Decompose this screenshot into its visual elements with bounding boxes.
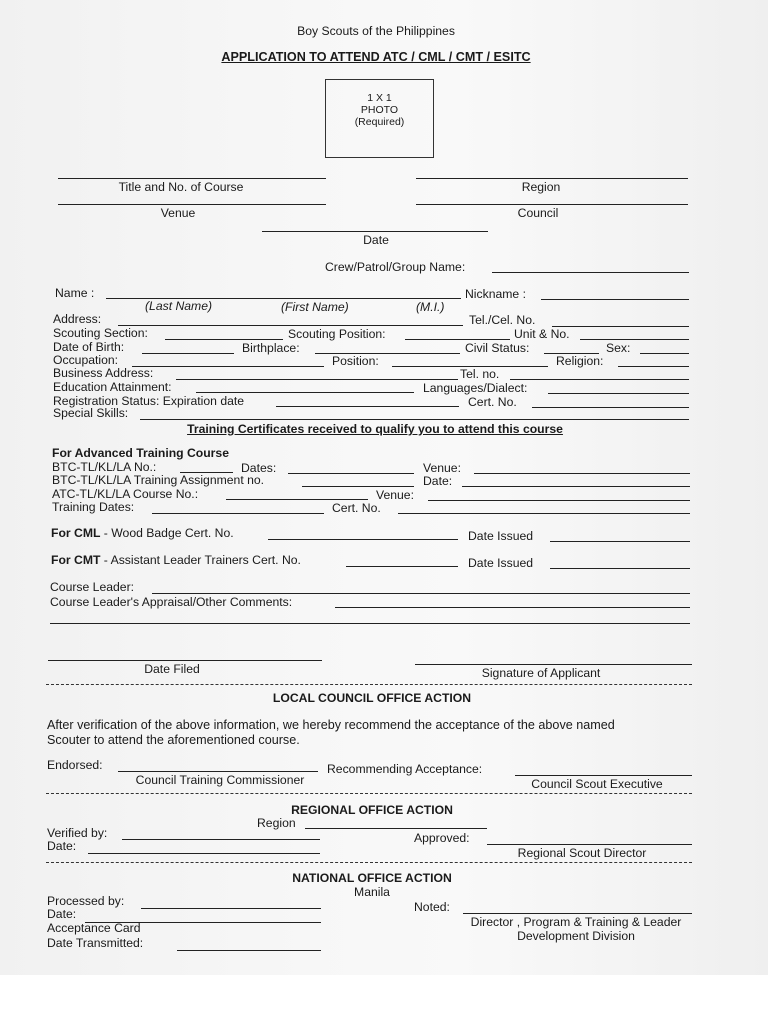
assignment-date-line[interactable] xyxy=(462,486,690,487)
scouting-section-label: Scouting Section: xyxy=(53,326,148,340)
org-name: Boy Scouts of the Philippines xyxy=(297,24,455,38)
cml-date-issued-line[interactable] xyxy=(550,541,690,542)
special-skills-label: Special Skills: xyxy=(53,406,129,420)
cmt-label xyxy=(51,553,301,567)
business-address-label: Business Address: xyxy=(53,366,154,380)
registration-label: Registration Status: Expiration date xyxy=(53,394,245,408)
date-label: Date xyxy=(363,233,389,247)
photo-label-photo: PHOTO xyxy=(360,104,399,116)
dates-label: Dates: xyxy=(241,461,277,475)
tel-cel-label: Tel./Cel. No. xyxy=(469,313,536,327)
cml-bold: For CML xyxy=(51,526,101,540)
nickname-label: Nickname : xyxy=(465,287,526,301)
divider-local xyxy=(46,684,692,685)
development-division: Development Division xyxy=(517,929,635,943)
processed-by-line[interactable] xyxy=(141,908,321,909)
regional-date-line[interactable] xyxy=(88,853,320,854)
date-filed-label: Date Filed xyxy=(144,662,200,676)
unit-no-line[interactable] xyxy=(580,339,689,340)
manila-label: Manila xyxy=(354,885,390,899)
divider-national xyxy=(46,862,692,863)
education-label: Education Attainment: xyxy=(53,380,172,394)
regional-date-label: Date: xyxy=(47,839,77,853)
training-dates-line[interactable] xyxy=(152,513,324,514)
sex-label: Sex: xyxy=(606,341,631,355)
position-label: Position: xyxy=(332,354,379,368)
cmt-line[interactable] xyxy=(346,566,458,567)
council-training-commissioner: Council Training Commissioner xyxy=(135,773,305,787)
registration-line[interactable] xyxy=(276,406,459,407)
occupation-label: Occupation: xyxy=(53,353,119,367)
signature-line[interactable] xyxy=(415,664,692,665)
venue-line[interactable] xyxy=(58,204,326,205)
processed-by-label: Processed by: xyxy=(47,894,125,908)
cmt-date-issued-line[interactable] xyxy=(550,568,690,569)
appraisal-line[interactable] xyxy=(335,607,690,608)
verified-by-label: Verified by: xyxy=(47,826,108,840)
training-cert-no-line[interactable] xyxy=(398,513,690,514)
endorsed-line[interactable] xyxy=(118,771,318,772)
birthplace-label: Birthplace: xyxy=(242,341,300,355)
btc-assignment-line[interactable] xyxy=(302,486,414,487)
last-name-hint: (Last Name) xyxy=(145,299,213,313)
scouting-position-label: Scouting Position: xyxy=(288,327,386,341)
cml-line[interactable] xyxy=(268,539,458,540)
national-heading: NATIONAL OFFICE ACTION xyxy=(292,871,452,885)
recommending-line[interactable] xyxy=(515,775,692,776)
venue-adv-label: Venue: xyxy=(423,461,461,475)
title-course-label: Title and No. of Course xyxy=(118,180,244,194)
national-date-label: Date: xyxy=(47,907,77,921)
date-transmitted-line[interactable] xyxy=(177,950,321,951)
cert-no-label: Cert. No. xyxy=(468,395,517,409)
civil-status-label: Civil Status: xyxy=(465,341,530,355)
local-paragraph-2: Scouter to attend the aforementioned course. xyxy=(47,733,300,747)
date-line[interactable] xyxy=(262,231,488,232)
director-program-training: Director , Program & Training & Leader xyxy=(470,915,682,929)
cert-no-line[interactable] xyxy=(532,407,689,408)
atc-no-line[interactable] xyxy=(226,499,368,500)
cmt-date-issued-label: Date Issued xyxy=(468,556,534,570)
signature-label: Signature of Applicant xyxy=(481,666,601,680)
occupation-line[interactable] xyxy=(132,366,324,367)
cml-text: - Wood Badge Cert. No. xyxy=(100,526,234,540)
btc-assignment-label: BTC-TL/KL/LA Training Assignment no. xyxy=(52,473,265,487)
cmt-text: - Assistant Leader Trainers Cert. No. xyxy=(100,553,301,567)
photo-label-size: 1 X 1 xyxy=(367,92,392,104)
languages-line[interactable] xyxy=(548,393,689,394)
crew-line[interactable] xyxy=(492,272,689,273)
education-line[interactable] xyxy=(196,392,414,393)
endorsed-label: Endorsed: xyxy=(47,758,103,772)
dob-line[interactable] xyxy=(142,353,234,354)
advanced-heading: For Advanced Training Course xyxy=(52,446,229,460)
noted-label: Noted: xyxy=(414,900,450,914)
approved-line[interactable] xyxy=(487,844,692,845)
languages-label: Languages/Dialect: xyxy=(423,381,528,395)
assignment-date-label: Date: xyxy=(423,474,453,488)
sex-line[interactable] xyxy=(640,353,689,354)
address-line[interactable] xyxy=(118,325,463,326)
local-heading: LOCAL COUNCIL OFFICE ACTION xyxy=(272,691,472,705)
title-course-line[interactable] xyxy=(58,178,326,179)
tel-no-line[interactable] xyxy=(510,379,689,380)
comments-line[interactable] xyxy=(50,623,690,624)
local-paragraph-1: After verification of the above information, we hereby recommend the acceptance of the above named xyxy=(47,718,615,732)
approved-label: Approved: xyxy=(414,831,470,845)
course-leader-line[interactable] xyxy=(152,593,690,594)
regional-heading: REGIONAL OFFICE ACTION xyxy=(291,803,453,817)
crew-label: Crew/Patrol/Group Name: xyxy=(325,260,466,274)
form-title: APPLICATION TO ATTEND ATC / CML / CMT / ESITC xyxy=(221,50,531,64)
date-transmitted-label: Date Transmitted: xyxy=(47,936,144,950)
regional-region-label: Region xyxy=(257,816,296,830)
atc-venue-label: Venue: xyxy=(376,488,414,502)
religion-line[interactable] xyxy=(618,366,689,367)
dob-label: Date of Birth: xyxy=(53,340,125,354)
council-scout-executive: Council Scout Executive xyxy=(531,777,663,791)
cmt-bold: For CMT xyxy=(51,553,101,567)
business-address-line[interactable] xyxy=(176,379,458,380)
verified-by-line[interactable] xyxy=(122,839,320,840)
training-cert-no-label: Cert. No. xyxy=(332,501,381,515)
acceptance-card-label: Acceptance Card xyxy=(47,921,141,935)
unit-no-label: Unit & No. xyxy=(514,327,570,341)
scouting-section-line[interactable] xyxy=(165,339,283,340)
date-filed-line[interactable] xyxy=(48,660,322,661)
venue-adv-line[interactable] xyxy=(474,473,690,474)
address-label: Address: xyxy=(53,312,102,326)
training-heading: Training Certificates received to qualify you to attend this course xyxy=(187,422,563,436)
first-name-hint: (First Name) xyxy=(281,300,349,314)
nickname-line[interactable] xyxy=(541,299,689,300)
course-leader-label: Course Leader: xyxy=(50,580,135,594)
regional-scout-director: Regional Scout Director xyxy=(517,846,647,860)
cml-label xyxy=(51,526,234,540)
name-label: Name : xyxy=(55,286,95,300)
tel-cel-line[interactable] xyxy=(552,326,689,327)
noted-line[interactable] xyxy=(463,913,692,914)
venue-label: Venue xyxy=(160,206,196,220)
region-label: Region xyxy=(521,180,561,194)
recommending-label: Recommending Acceptance: xyxy=(327,762,483,776)
religion-label: Religion: xyxy=(556,354,604,368)
regional-region-line[interactable] xyxy=(305,828,487,829)
region-line[interactable] xyxy=(416,178,688,179)
atc-venue-line[interactable] xyxy=(428,500,690,501)
mi-hint: (M.I.) xyxy=(416,300,445,314)
special-skills-line[interactable] xyxy=(140,419,689,420)
photo-box xyxy=(325,79,434,158)
atc-no-label: ATC-TL/KL/LA Course No.: xyxy=(52,487,199,501)
council-line[interactable] xyxy=(416,204,688,205)
tel-no-label: Tel. no. xyxy=(460,367,500,381)
dates-line[interactable] xyxy=(288,473,414,474)
divider-regional xyxy=(46,793,692,794)
council-label: Council xyxy=(517,206,559,220)
btc-no-label: BTC-TL/KL/LA No.: xyxy=(52,460,157,474)
cml-date-issued-label: Date Issued xyxy=(468,529,534,543)
appraisal-label: Course Leader's Appraisal/Other Comments: xyxy=(50,595,293,609)
photo-label-required: (Required) xyxy=(354,116,405,128)
scouting-position-line[interactable] xyxy=(405,339,510,340)
training-dates-label: Training Dates: xyxy=(52,500,135,514)
